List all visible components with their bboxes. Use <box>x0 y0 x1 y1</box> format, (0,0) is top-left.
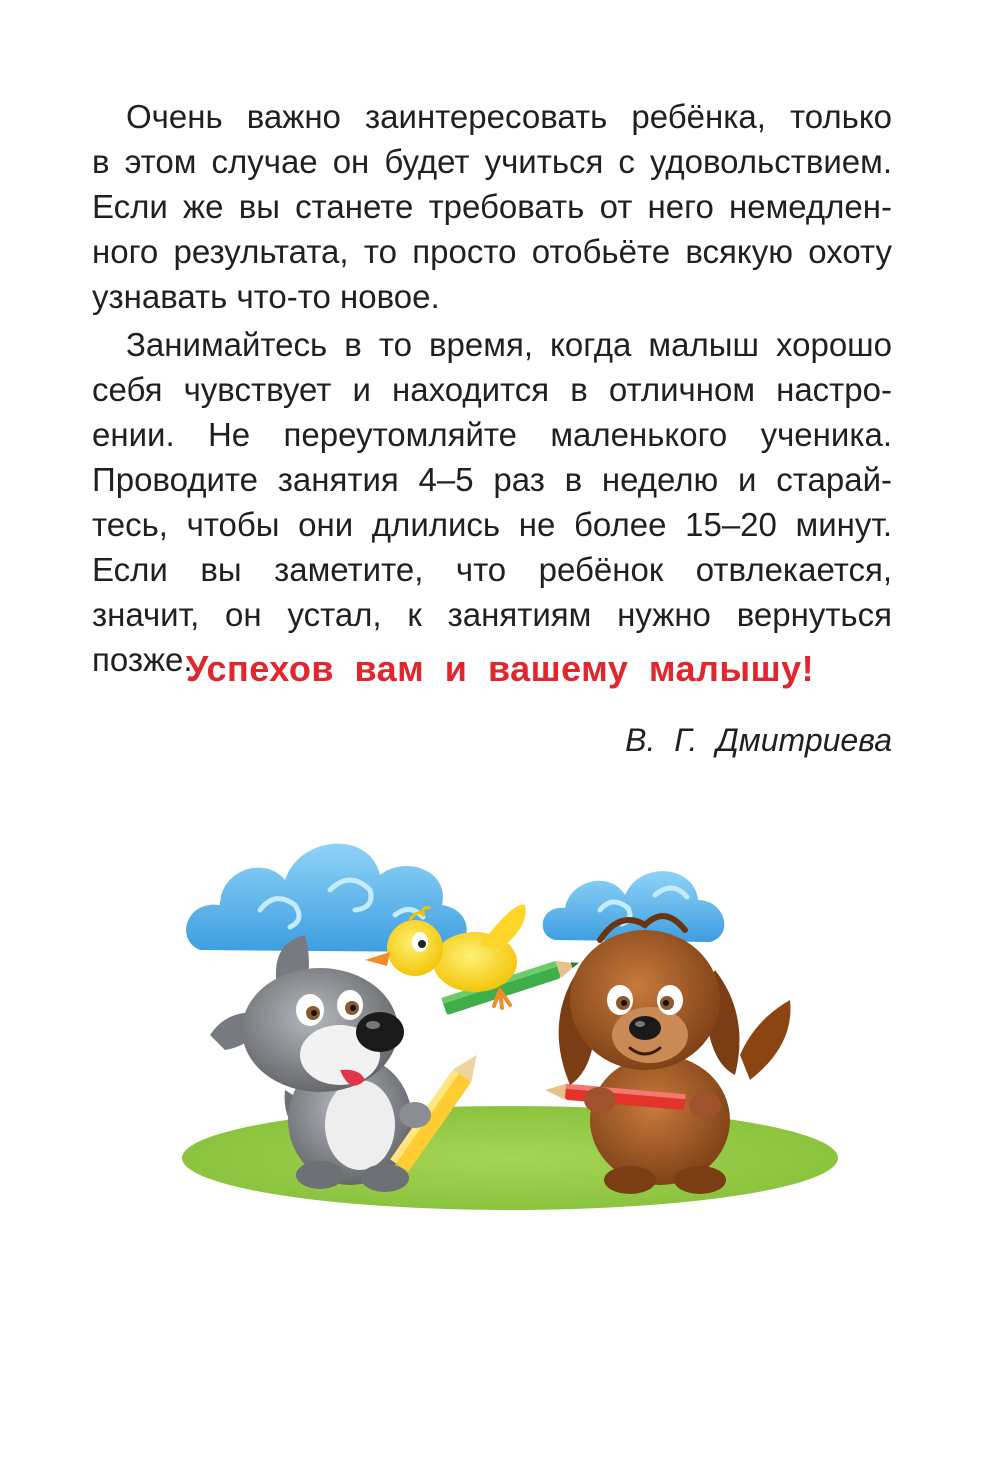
slogan-heading: Успехов вам и вашему малышу! <box>185 648 815 689</box>
text-line: позже. <box>92 641 193 678</box>
author-signature: В. Г. Дмитриева <box>625 722 892 758</box>
text-line: Очень важно заинтересовать ребёнка, только <box>126 98 892 135</box>
illustration <box>180 800 840 1220</box>
paragraph-2 <box>92 322 892 682</box>
text-line: Проводите занятия 4–5 раз в неделю и старай- <box>92 461 892 498</box>
text-line: Если же вы станете требовать от него немедлен- <box>92 188 892 225</box>
text-line: тесь, чтобы они длились не более 15–20 минут. <box>92 506 892 543</box>
text-line: узнавать что-то новое. <box>92 278 440 315</box>
text-line: Занимайтесь в то время, когда малыш хорошо <box>126 326 892 363</box>
text-line: ении. Не переутомляйте маленького ученика. <box>92 416 892 453</box>
text-line: Если вы заметите, что ребёнок отвлекается, <box>92 551 892 588</box>
body-text <box>92 94 892 682</box>
text-line: значит, он устал, к занятиям нужно вернуться <box>92 596 892 633</box>
paragraph-1 <box>92 94 892 319</box>
text-line: ного результата, то просто отобьёте всякую охоту <box>92 233 892 270</box>
grass-patch <box>182 1106 838 1210</box>
text-line: в этом случае он будет учиться с удовольствием. <box>92 143 892 180</box>
text-line: себя чувствует и находится в отличном настро- <box>92 371 892 408</box>
